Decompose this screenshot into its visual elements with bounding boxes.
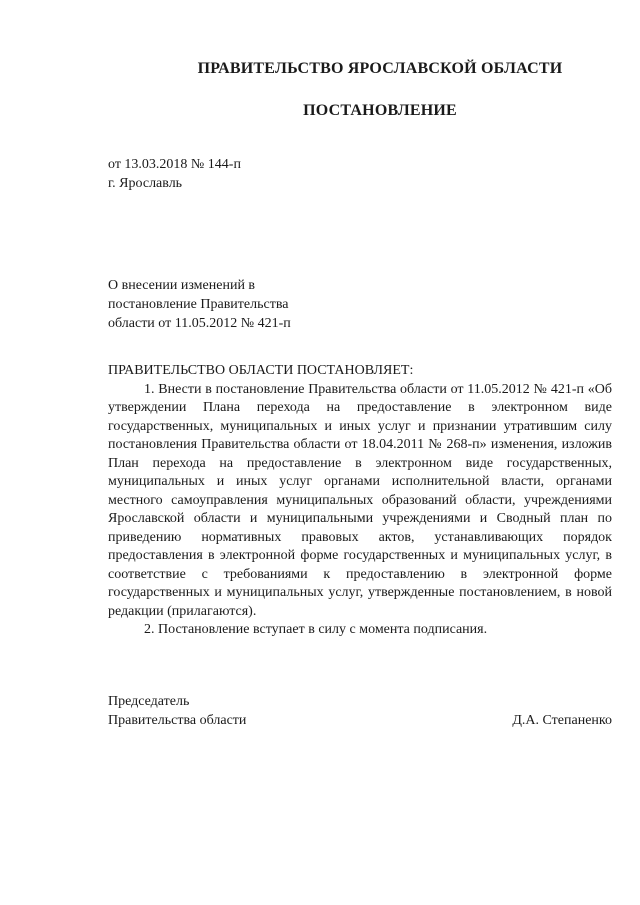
document-type-title: ПОСТАНОВЛЕНИЕ (303, 102, 457, 119)
subject-line-3: области от 11.05.2012 № 421-п (108, 316, 291, 331)
document-subject (108, 276, 291, 333)
signature-row (108, 711, 612, 730)
subject-line-1: О внесении изменений в (108, 278, 256, 293)
signatory-title-line-2: Правительства области (108, 713, 247, 728)
document-meta (108, 155, 241, 193)
organization-title: ПРАВИТЕЛЬСТВО ЯРОСЛАВСКОЙ ОБЛАСТИ (197, 60, 563, 77)
resolve-line: ПРАВИТЕЛЬСТВО ОБЛАСТИ ПОСТАНОВЛЯЕТ: (108, 363, 414, 378)
date-number: от 13.03.2018 № 144-п (108, 157, 241, 172)
item-2-paragraph: 2. Постановление вступает в силу с момента подписания. (144, 622, 488, 637)
signature-block (108, 692, 612, 730)
signatory-title-line-1: Председатель (108, 694, 190, 709)
signatory-name: Д.А. Степаненко (512, 713, 612, 728)
city: г. Ярославль (108, 176, 183, 191)
item-1-paragraph: 1. Внести в постановление Правительства области от 11.05.2012 № 421-п «Об утверждении Плана перехода на предоставление в электронном виде государственных, муниципальных и иных услуг и признании утратившим силу постановления Правительства области от 18.04.2011 № 268-п» изменения, изложив План перехода на предоставление в электронном виде государственных, муниципальных и иных услуг органами исполнительной власти, органами местного самоуправления муниципальных образований области, учреждениями Ярославской области и муниципальными учреждениями и Сводный план по приведению нормативных правовых актов, устанавливающих порядок предоставления в электронной форме государственных и муниципальных услуг, в соответствие с требованиями к предоставлению в электронной форме государственных и муниципальных услуг, утвержденные постановлением, в новой редакции (прилагаются). (108, 381, 612, 619)
document-body (108, 362, 612, 640)
subject-line-2: постановление Правительства (108, 297, 289, 312)
